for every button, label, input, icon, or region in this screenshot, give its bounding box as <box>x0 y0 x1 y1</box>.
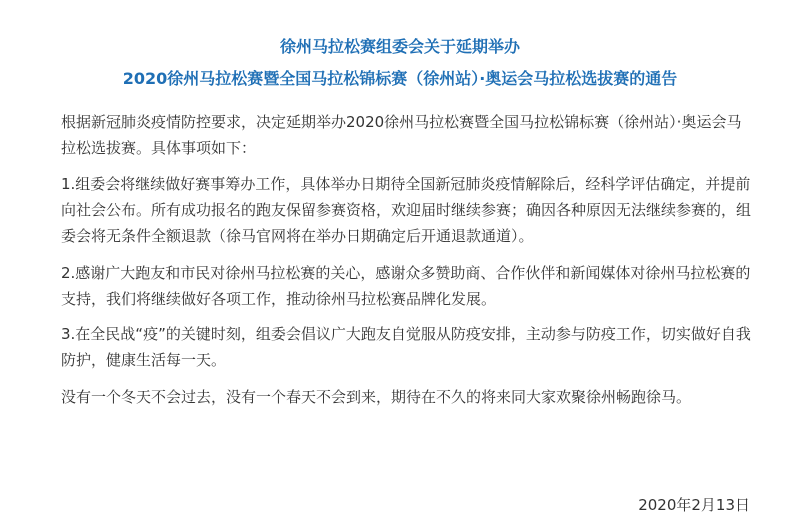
item-1-paragraph: 1.组委会将继续做好赛事筹办工作，具体举办日期待全国新冠肺炎疫情解除后，经科学评估确定，并提前向社会公布。所有成功报名的跑友保留参赛资格，欢迎届时继续参赛；确因各种原因无法继续参赛的，组委会将无条件全额退款（徐马官网将在举办日期确定后开通退款通道）。 <box>61 175 752 245</box>
item-2-paragraph: 2.感谢广大跑友和市民对徐州马拉松赛的关心，感谢众多赞助商、合作伙伴和新闻媒体对徐州马拉松赛的支持，我们将继续做好各项工作，推动徐州马拉松赛品牌化发展。 <box>61 264 751 308</box>
notice-title-line2: 2020徐州马拉松赛暨全国马拉松锦标赛（徐州站）·奥运会马拉松选拔赛的通告 <box>122 69 678 88</box>
item-3-paragraph: 3.在全民战“疫”的关键时刻，组委会倡议广大跑友自觉服从防疫安排，主动参与防疫工作，切实做好自我防护，健康生活每一天。 <box>61 325 751 369</box>
notice-date: 2020年2月13日 <box>638 496 750 514</box>
notice-title-line1: 徐州马拉松赛组委会关于延期举办 <box>279 37 520 56</box>
intro-paragraph: 根据新冠肺炎疫情防控要求，决定延期举办2020徐州马拉松赛暨全国马拉松锦标赛（徐州站）·奥运会马拉松选拔赛。具体事项如下： <box>61 113 742 157</box>
closing-paragraph: 没有一个冬天不会过去，没有一个春天不会到来，期待在不久的将来同大家欢聚徐州畅跑徐马。 <box>61 388 692 406</box>
